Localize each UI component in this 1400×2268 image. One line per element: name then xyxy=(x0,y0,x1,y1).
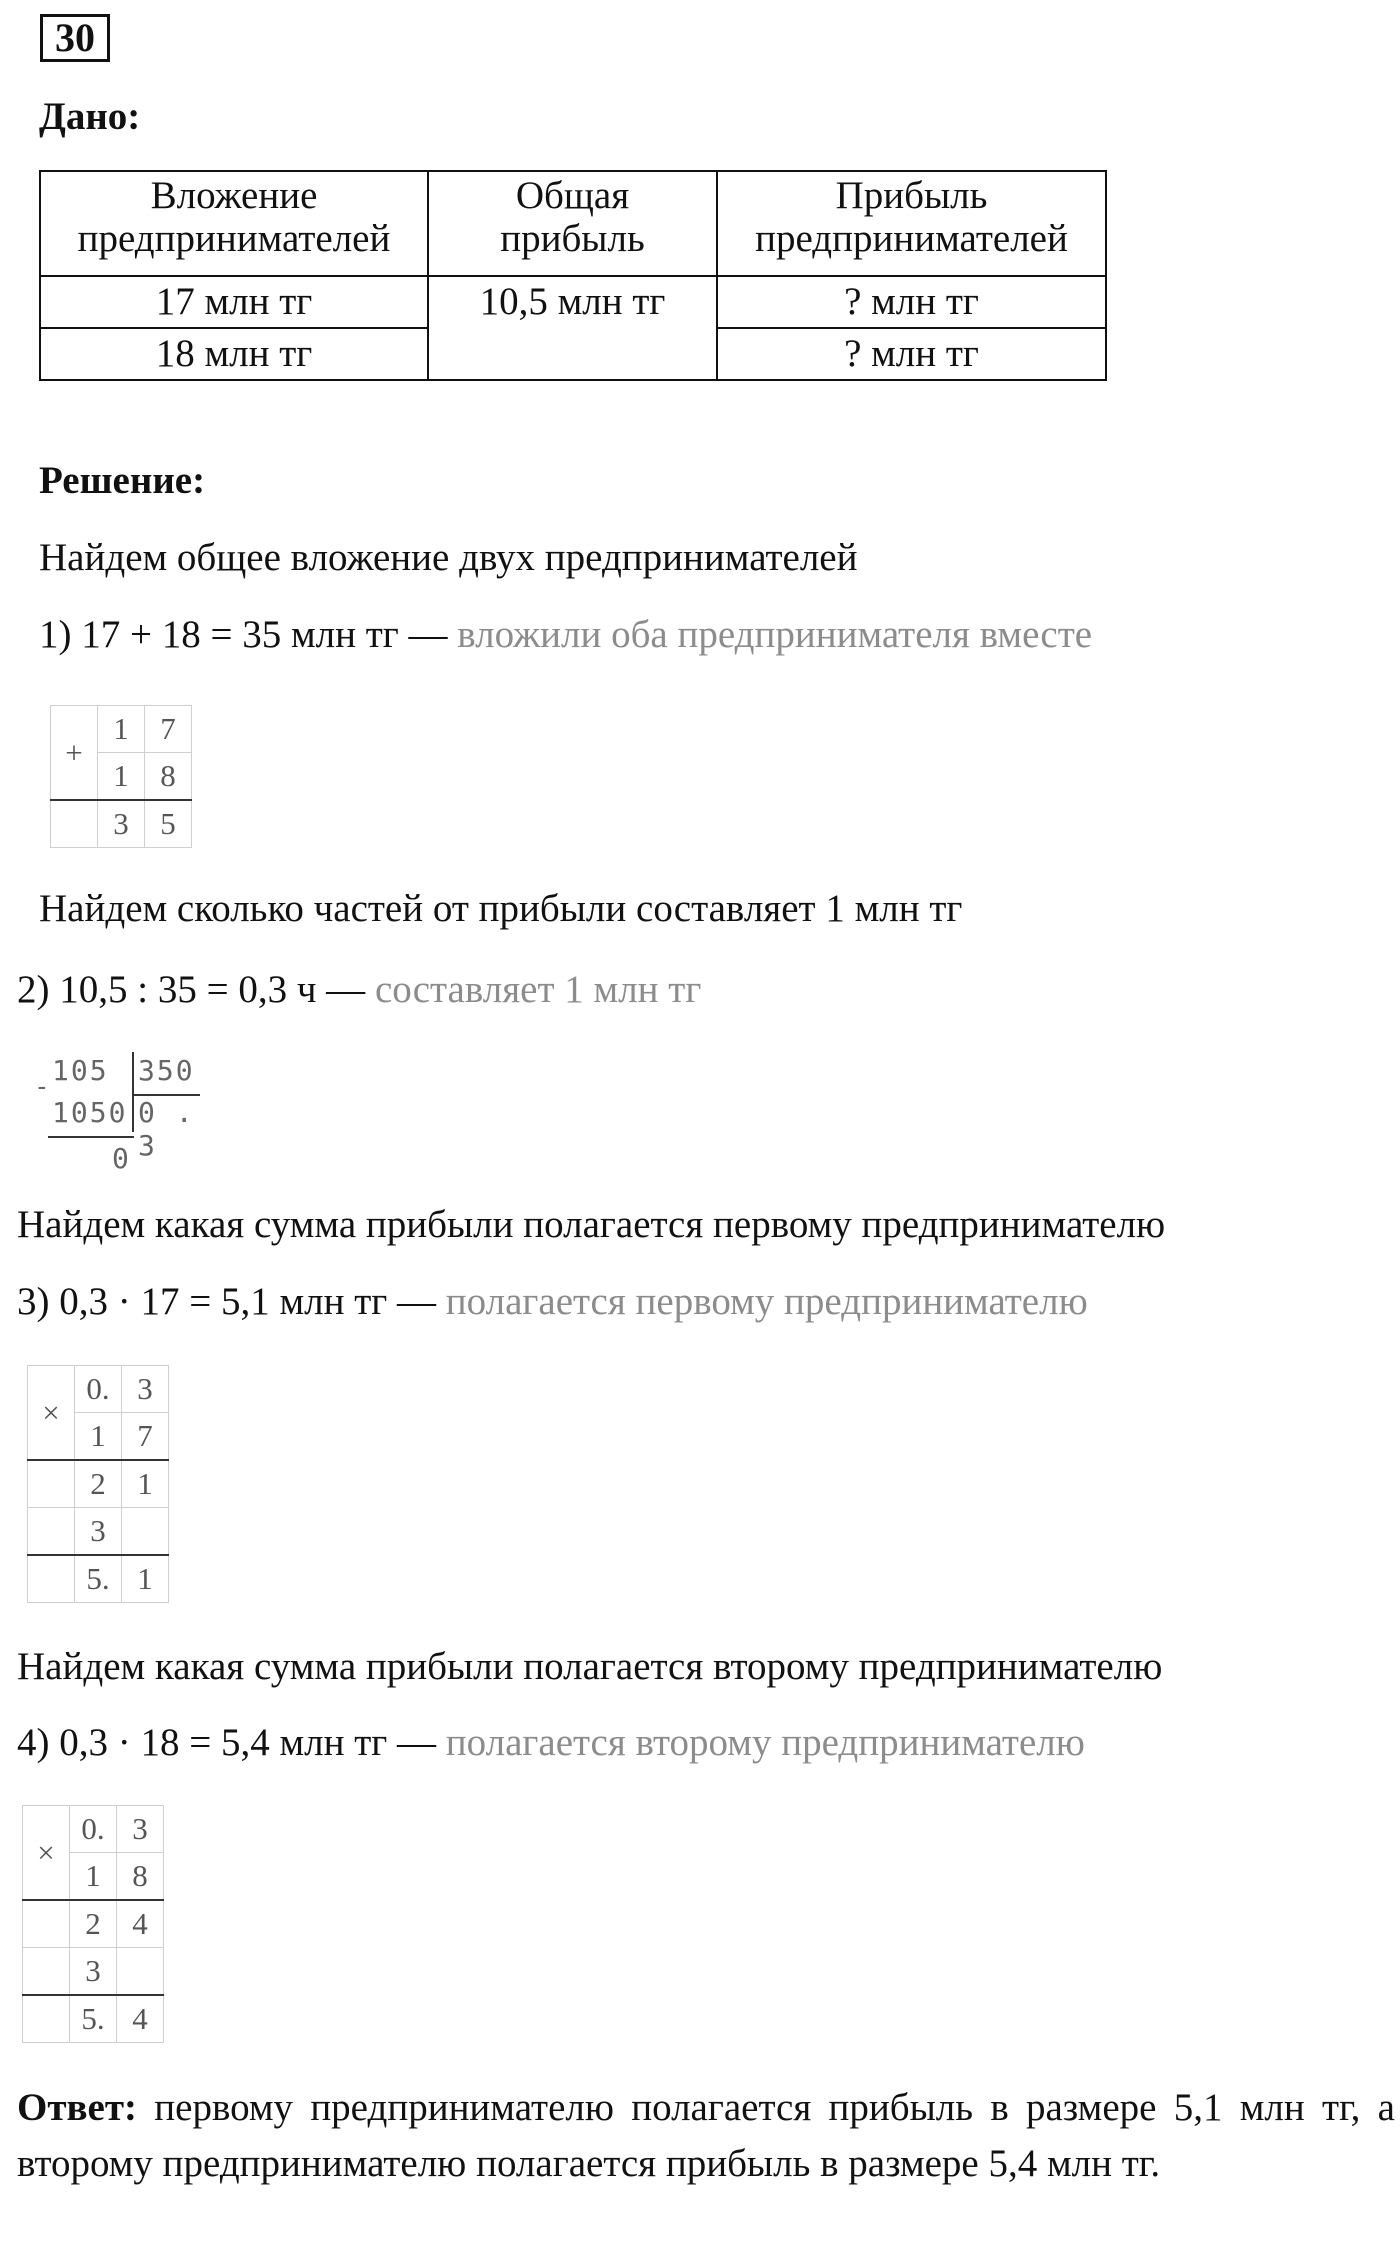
problem-number: 30 xyxy=(40,14,110,62)
dividend: 105 xyxy=(52,1054,109,1087)
plus-sign: + xyxy=(51,706,98,801)
step-4-eq: 4) 0,3 · 18 = 5,4 млн тг — xyxy=(17,1721,437,1764)
step-4-equation xyxy=(17,1722,1085,1765)
addition-grid xyxy=(50,705,192,848)
digit: 2 xyxy=(70,1900,117,1948)
given-table xyxy=(39,170,1107,381)
digit: 0. xyxy=(70,1806,117,1853)
empty-cell xyxy=(122,1508,169,1556)
step-1-intro: Найдем общее вложение двух предпринимателей xyxy=(39,536,858,579)
answer-text: первому предпринимателю полагается прибыль в размере 5,1 млн тг, а второму предпринимателю полагается прибыль в размере 5,4 млн тг. xyxy=(17,2086,1395,2185)
digit: 1 xyxy=(98,753,145,801)
step-4-intro: Найдем какая сумма прибыли полагается второму предпринимателю xyxy=(17,1645,1163,1688)
step-2-comment: составляет 1 млн тг xyxy=(374,968,702,1011)
empty-cell xyxy=(23,1900,70,1948)
step-2-equation xyxy=(17,969,701,1012)
cell-profit-2: ? млн тг xyxy=(717,328,1106,380)
step-4-comment: полагается второму предпринимателю xyxy=(445,1721,1085,1764)
digit: 1 xyxy=(122,1555,169,1603)
digit: 8 xyxy=(117,1853,164,1901)
subtraction-line xyxy=(48,1136,134,1138)
empty-cell xyxy=(23,1995,70,2043)
digit: 3 xyxy=(98,800,145,848)
empty-cell xyxy=(51,800,98,848)
cell-profit-1: ? млн тг xyxy=(717,276,1106,328)
digit: 1 xyxy=(98,706,145,753)
empty-cell xyxy=(117,1948,164,1996)
solution-heading: Решение: xyxy=(39,459,206,502)
step-1-eq: 1) 17 + 18 = 35 млн тг — xyxy=(39,613,448,656)
divisor-underline xyxy=(132,1094,200,1096)
step-1-comment: вложили оба предпринимателя вместе xyxy=(457,613,1093,656)
remainder: 0 xyxy=(112,1142,131,1175)
digit: 7 xyxy=(122,1413,169,1461)
empty-cell xyxy=(28,1555,75,1603)
division-vertical-line xyxy=(132,1052,134,1132)
digit: 1 xyxy=(70,1853,117,1901)
header-total-profit xyxy=(428,171,717,276)
step-3-intro: Найдем какая сумма прибыли полагается первому предпринимателю xyxy=(17,1203,1166,1246)
digit: 5. xyxy=(70,1995,117,2043)
answer-paragraph xyxy=(17,2080,1395,2192)
times-sign: × xyxy=(28,1366,75,1461)
digit: 7 xyxy=(145,706,192,753)
header-investment-line2: предпринимателей xyxy=(77,216,391,260)
step-2-eq: 2) 10,5 : 35 = 0,3 ч — xyxy=(17,968,366,1011)
step-2-intro: Найдем сколько частей от прибыли составляет 1 млн тг xyxy=(39,887,963,930)
cell-investment-2: 18 млн тг xyxy=(40,328,428,380)
digit: 1 xyxy=(122,1460,169,1508)
cell-total-profit: 10,5 млн тг xyxy=(428,276,717,380)
times-sign: × xyxy=(23,1806,70,1901)
digit: 4 xyxy=(117,1995,164,2043)
multiplication-grid-1 xyxy=(27,1365,169,1603)
header-profit-line1: Прибыль xyxy=(835,174,988,217)
empty-cell xyxy=(28,1460,75,1508)
header-total-profit-line2: прибыль xyxy=(500,216,645,260)
divisor: 350 xyxy=(138,1054,195,1087)
cell-investment-1: 17 млн тг xyxy=(40,276,428,328)
digit: 3 xyxy=(70,1948,117,1996)
digit: 4 xyxy=(117,1900,164,1948)
empty-cell xyxy=(23,1948,70,1996)
digit: 3 xyxy=(122,1366,169,1413)
header-investment xyxy=(40,171,428,276)
given-heading: Дано: xyxy=(39,95,141,138)
multiplication-grid-2 xyxy=(22,1805,164,2043)
step-3-comment: полагается первому предпринимателю xyxy=(445,1280,1088,1323)
long-division xyxy=(34,1052,214,1176)
header-profit-line2: предпринимателей xyxy=(755,216,1068,260)
digit: 1 xyxy=(75,1413,122,1461)
step-3-eq: 3) 0,3 · 17 = 5,1 млн тг — xyxy=(17,1280,437,1323)
digit: 3 xyxy=(117,1806,164,1853)
minus-sign: - xyxy=(34,1072,52,1102)
empty-cell xyxy=(28,1508,75,1556)
step-1-equation xyxy=(39,614,1092,657)
header-total-profit-line1: Общая xyxy=(515,174,630,217)
answer-label: Ответ: xyxy=(17,2086,138,2129)
digit: 0. xyxy=(75,1366,122,1413)
digit: 3 xyxy=(75,1508,122,1556)
step-3-equation xyxy=(17,1281,1088,1324)
quotient: 0 . 3 xyxy=(138,1096,195,1162)
digit: 2 xyxy=(75,1460,122,1508)
digit: 8 xyxy=(145,753,192,801)
header-profit xyxy=(717,171,1106,276)
digit: 5 xyxy=(145,800,192,848)
subtrahend: 1050 xyxy=(52,1096,128,1129)
digit: 5. xyxy=(75,1555,122,1603)
header-investment-line1: Вложение xyxy=(150,174,318,217)
